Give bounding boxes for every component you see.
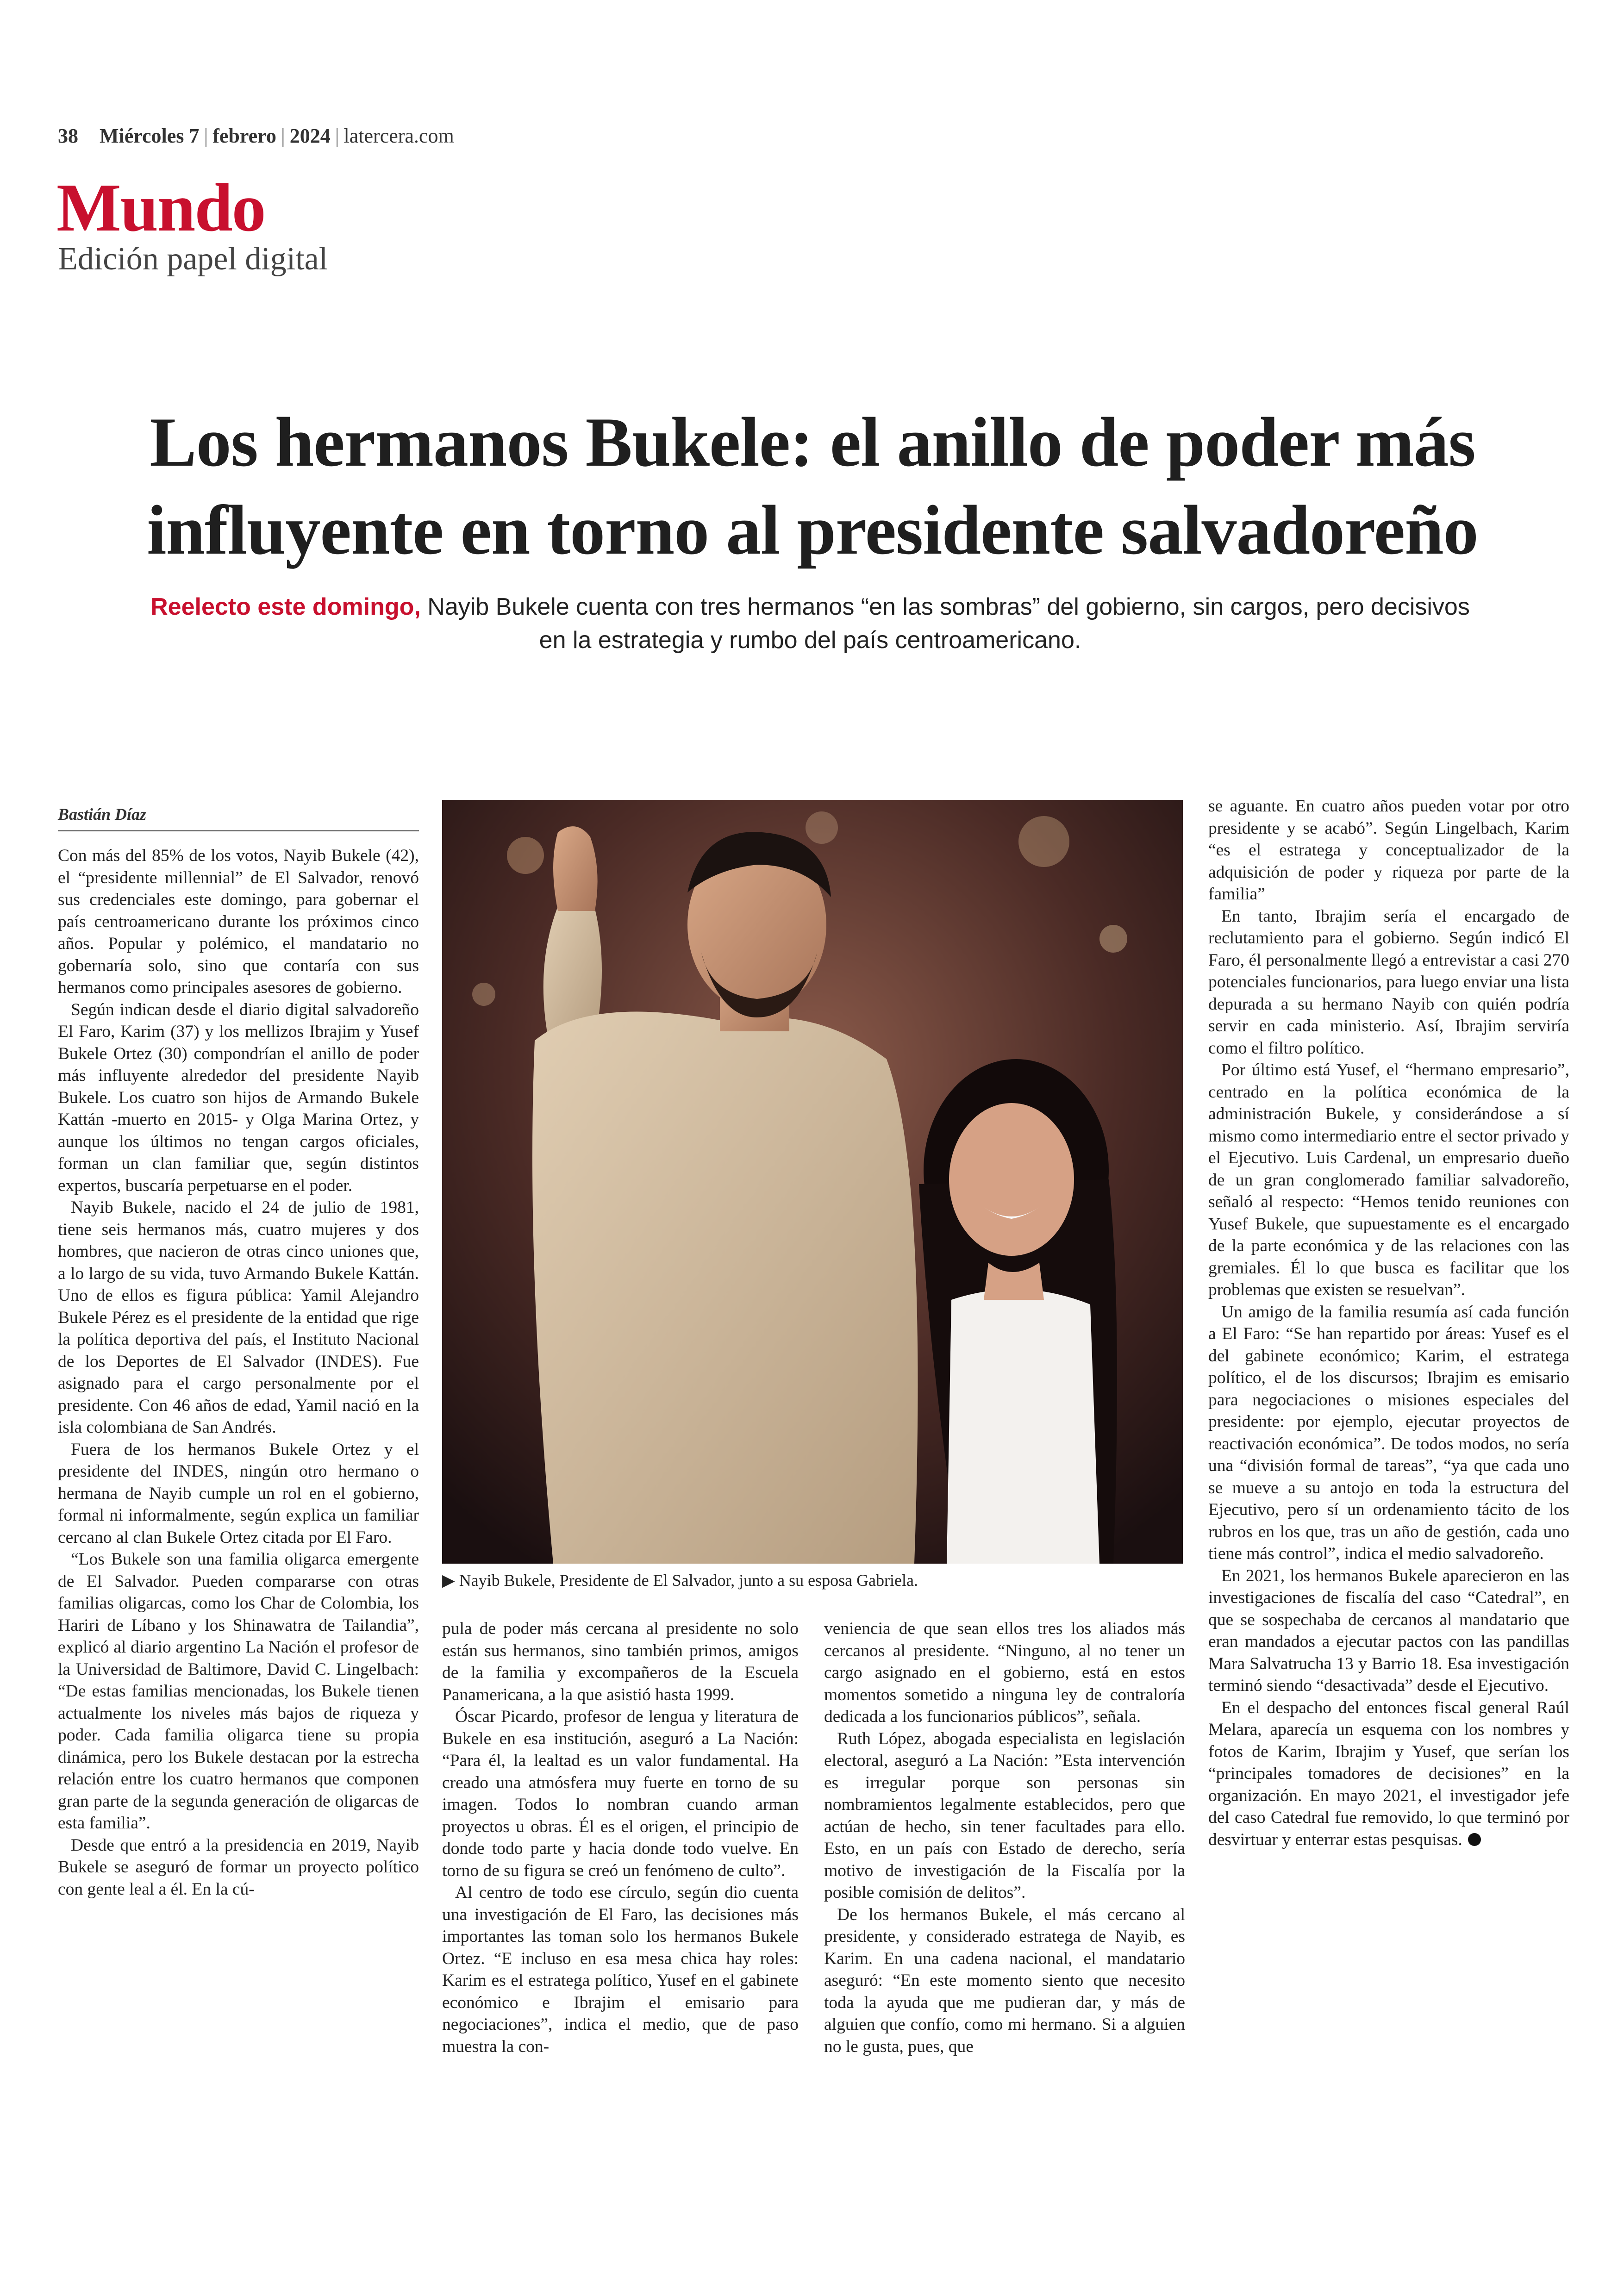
paragraph: Según indican desde el diario digital salvadoreño El Faro, Karim (37) y los mellizos Ibrajim y Yusef Bukele Ortez (30) compondrían el anillo de poder más influyente alrededor del presidente Nayib Bukele. Los cuatro son hijos de Armando Bukele Kattán -muerto en 2015- y Olga Marina Ortez, y aunque los últimos no tengan cargos oficiales, forman un clan familiar que, según distintos expertos, buscaría perpetuarse en el poder. (58, 1000, 419, 1195)
deck (139, 590, 1481, 657)
paragraph: Desde que entró a la presidencia en 2019, Nayib Bukele se aseguró de formar un proyecto político con gente leal a él. En la cú- (58, 1835, 419, 1899)
paragraph: veniencia de que sean ellos tres los aliados más cercanos al presidente. “Ninguno, al no tener un cargo asignado en el gobierno, está en estos momentos sometido a ninguna ley de contraloría dedicada a los funcionarios públicos”, señala. (824, 1619, 1185, 1726)
caption-text: Nayib Bukele, Presidente de El Salvador, junto a su esposa Gabriela. (459, 1571, 918, 1590)
article-column-1 (58, 845, 419, 1900)
end-mark-icon (1468, 1833, 1481, 1846)
date-month: febrero (212, 125, 276, 147)
paragraph: Un amigo de la familia resumía así cada función a El Faro: “Se han repartido por áreas: Yusef es el del gabinete económico; Karim, el estratega político, el de los discursos; Ibrajim es emisario para negociaciones o misiones especiales del presidente: por ejemplo, ejecutar proyectos de reactivación económica”. De todos modos, no sería una “división formal de tareas”, “ya que cada uno se mueve a su antojo en toda la estructura del Ejecutivo, pero sí un ordenamiento tácito de los rubros en los que, tras un año de gestión, cada uno tiene más control”, indica el medio salvadoreño. (1208, 1302, 1569, 1563)
caption-marker: ▶ (442, 1571, 455, 1590)
paragraph: Óscar Picardo, profesor de lengua y literatura de Bukele en esa institución, aseguró a La Nación: “Para él, la lealtad es un valor fundamental. Ha creado una atmósfera muy fuerte en torno de su imagen. Todos lo nombran cuando arman proyectos u obras. Él es el origen, el principio de donde todo parte y hacia donde todo vuelve. En torno de su figura se creó un fenómeno de culto”. (442, 1707, 799, 1880)
deck-lead: Reelecto este domingo, (150, 593, 421, 620)
paragraph: En tanto, Ibrajim sería el encargado de reclutamiento para el gobierno. Según indicó El Faro, él personalmente llegó a entrevistar a casi 270 potenciales funcionarios, para luego enviar una lista depurada a su hermano Nayib con quién podría servir en cada ministerio. Así, Ibrajim serviría como el filtro político. (1208, 906, 1569, 1058)
site-url: latercera.com (344, 125, 454, 147)
edition-label: Edición papel digital (58, 241, 328, 277)
page-number: 38 (58, 125, 78, 147)
paragraph: Nayib Bukele, nacido el 24 de julio de 1981, tiene seis hermanos más, cuatro mujeres y dos hombres, que nacieron de otras cinco uniones que, a lo largo de su vida, tuvo Armando Bukele Kattán. Uno de ellos es figura pública: Yamil Alejandro Bukele Pérez es el presidente de la entidad que rige la política deportiva del país, el Instituto Nacional de los Deportes de El Salvador (INDES). Fue asignado para el cargo personalmente por el presidente. Con 46 años de edad, Yamil nació en la isla colombiana de San Andrés. (58, 1198, 419, 1437)
article-column-2 (442, 1618, 799, 2058)
deck-text: Nayib Bukele cuenta con tres hermanos “en las sombras” del gobierno, sin cargos, pero decisivos en la estrategia y rumbo del país centroamericano. (420, 593, 1470, 654)
paragraph: Con más del 85% de los votos, Nayib Bukele (42), el “presidente millennial” de El Salvador, renovó sus credenciales este domingo, para gobernar el país centroamericano durante los próximos cinco años. Popular y polémico, el mandatario no gobernaría solo, sino que contaría con sus hermanos como principales asesores de gobierno. (58, 846, 419, 997)
article-photo (442, 800, 1183, 1564)
article-column-4 (1208, 795, 1569, 1851)
paragraph: En 2021, los hermanos Bukele aparecieron en las investigaciones de fiscalía del caso “Catedral”, en que se sospechaba de cercanos al mandatario que eran mandados a ejecutar pactos con las pandillas Mara Salvatrucha 13 y Barrio 18. Esa investigación terminó siendo “desactivada” desde el Ejecutivo. (1208, 1566, 1569, 1695)
final-paragraph-text: En el despacho del entonces fiscal general Raúl Melara, aparecía un esquema con los nombres y fotos de Karim, Ibrajim y Yusef, que serían los “principales tomadores de decisiones” en la organización. En mayo 2021, el investigador jefe del caso Catedral fue removido, lo que terminó por desvirtuar y enterrar estas pesquisas. (1208, 1698, 1569, 1849)
paragraph: pula de poder más cercana al presidente no solo están sus hermanos, sino también primos, amigos de la familia y excompañeros de la Escuela Panamericana, a la que asistió hasta 1999. (442, 1619, 799, 1704)
paragraph: De los hermanos Bukele, el más cercano al presidente, y considerado estratega de Nayib, es Karim. En una cadena nacional, el mandatario aseguró: “En este momento siento que necesito toda la ayuda que me pudieran dar, y más de alguien que confío, como mi hermano. Si a alguien no le gusta, pues, que (824, 1905, 1185, 2056)
paragraph: Al centro de todo ese círculo, según dio cuenta una investigación de El Faro, las decisiones más importantes las toman solo los hermanos Bukele Ortez. “E incluso en esa mesa chica hay roles: Karim es el estratega político, Yusef en el gabinete económico e Ibrajim el emisario para negociaciones”, indica el medio, que de paso muestra la con- (442, 1883, 799, 2056)
paragraph: Fuera de los hermanos Bukele Ortez y el presidente del INDES, ningún otro hermano o hermana de Nayib cumple un rol en el gobierno, formal ni informalmente, según explica un familiar cercano al clan Bukele Ortez citada por El Faro. (58, 1440, 419, 1547)
paragraph: “Los Bukele son una familia oligarca emergente de El Salvador. Pueden compararse con otras familias oligarcas, como los Char de Colombia, los Hariri de Líbano y los Shinawatra de Tailandia”, explicó al diario argentino La Nación el profesor de la Universidad de Baltimore, David C. Lingelbach: “De estas familias mencionadas, los Bukele tienen actualmente los niveles más bajos de riqueza y poder. Cada familia oligarca tiene su propia dinámica, pero los Bukele destacan por la estrecha relación entre los cuatro hermanos que componen gran parte de la segunda generación de oligarcas de esta familia”. (58, 1550, 419, 1833)
paragraph: Por último está Yusef, el “hermano empresario”, centrado en la política económica de la administración Bukele, y considerándose a sí mismo como intermediario entre el sector privado y el Ejecutivo. Luis Cardenal, un empresario dueño de un gran conglomerado familiar salvadoreño, señaló al respecto: “Hemos tenido reuniones con Yusef Bukele, que supuestamente es el encargado de la parte económica y de las relaciones con las gremiales. Él lo que busca es facilitar que los problemas que existen se resuelvan”. (1208, 1060, 1569, 1299)
paragraph: Ruth López, abogada especialista en legislación electoral, aseguró a La Nación: ”Esta intervención es irregular porque son personas sin nombramientos legalmente establecidos, pero que actúan de hecho, sin tener facultades para ello. Esto, en un país con Estado de derecho, sería motivo de investigación de la Fiscalía por la posible comisión de delitos”. (824, 1729, 1185, 1902)
article-column-3 (824, 1618, 1185, 2058)
paragraph (1208, 1697, 1569, 1851)
date-day: Miércoles 7 (100, 125, 200, 147)
paragraph: se aguante. En cuatro años pueden votar por otro presidente y se acabó”. Según Lingelbach, Karim “es el estratega y conceptualizador de la adquisición de poder y riqueza por parte de la familia” (1208, 797, 1569, 904)
photo-caption (442, 1570, 1183, 1590)
headline: Los hermanos Bukele: el anillo de poder más influyente en torno al presidente salvadoreño (147, 403, 1478, 569)
folio-line: 38 Miércoles 7 | febrero | 2024 | latercera.com (58, 125, 454, 147)
byline: Bastián Díaz (58, 804, 419, 831)
date-year: 2024 (289, 125, 331, 147)
section-title: Mundo (56, 170, 265, 246)
